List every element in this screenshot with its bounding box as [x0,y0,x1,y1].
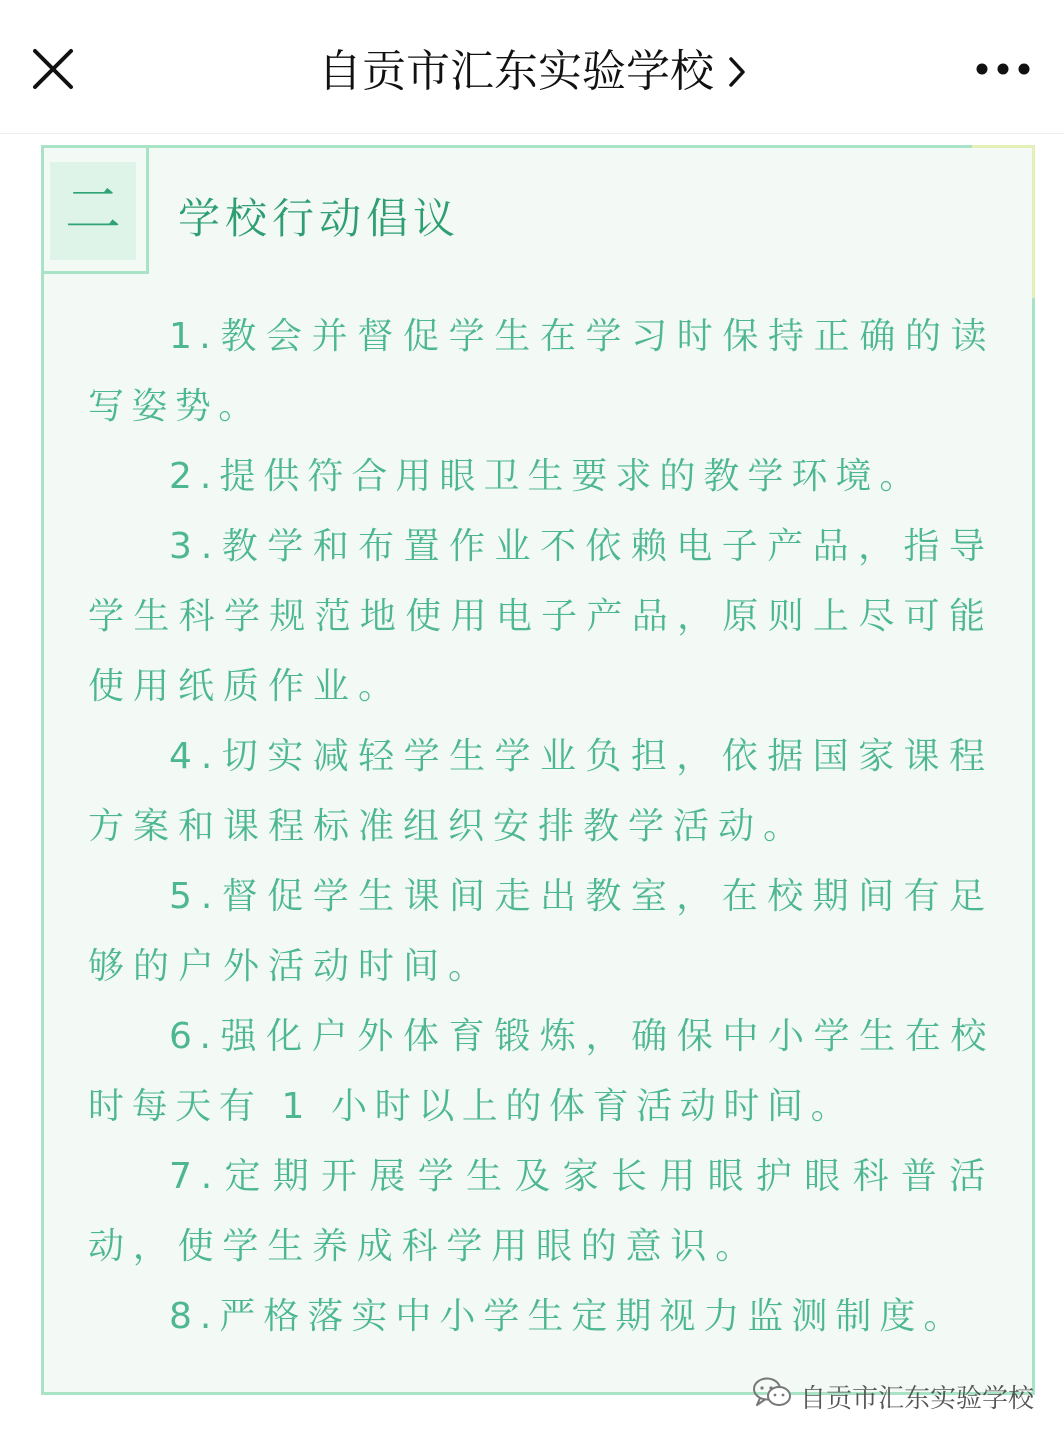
watermark-text: 自贡市汇东实验学校 [800,1383,1035,1414]
list-item: 1.教会并督促学生在学习时保持正确的读写姿势。 [88,316,994,427]
list-item: 7.定期开展学生及家长用眼护眼科普活动，使学生养成科学用眼的意识。 [88,1156,994,1267]
page-title: 自贡市汇东实验学校 [318,46,714,97]
chevron-right-icon [728,46,746,102]
list-item: 6.强化户外体育锻炼，确保中小学生在校时每天有 1 小时以上的体育活动时间。 [88,1016,994,1127]
article-content-box [41,145,1035,1395]
watermark [752,1376,1034,1416]
list-item: 8.严格落实中小学生定期视力监测制度。 [169,1296,968,1337]
wechat-icon [752,1376,792,1417]
list-item: 2.提供符合用眼卫生要求的教学环境。 [169,456,924,497]
list-item: 5.督促学生课间走出教室，在校期间有足够的户外活动时间。 [88,876,994,987]
initiative-list [88,302,994,1352]
account-title-link[interactable] [0,44,1064,100]
section-number-badge [41,145,149,274]
top-navigation-bar [0,0,1064,134]
list-item: 3.教学和布置作业不依赖电子产品，指导学生科学规范地使用电子产品，原则上尽可能使用纸质作业。 [88,526,994,707]
section-number: 二 [65,178,121,243]
section-title: 学校行动倡议 [178,194,461,243]
more-dots-icon[interactable] [974,54,1034,84]
list-item: 4.切实减轻学生学业负担，依据国家课程方案和课程标准组织安排教学活动。 [88,736,994,847]
